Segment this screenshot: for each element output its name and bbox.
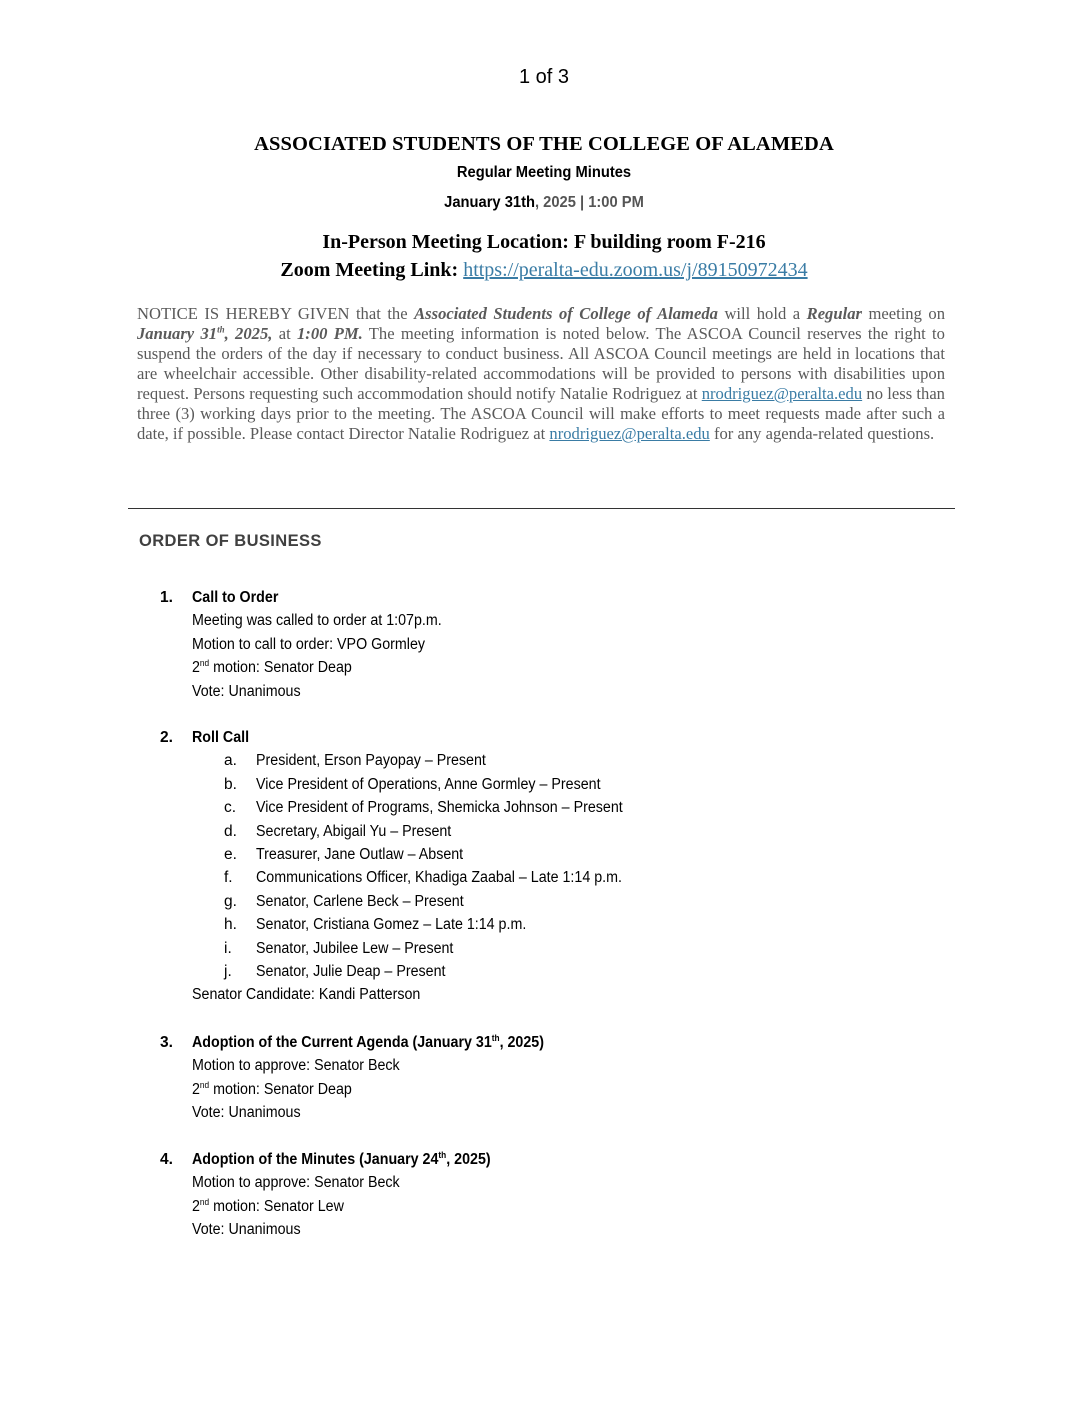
notice-date-year: , 2025, xyxy=(224,324,273,343)
zoom-link[interactable]: https://peralta-edu.zoom.us/j/89150972434 xyxy=(463,259,808,281)
ordinal-suffix: th xyxy=(438,1149,447,1160)
notice-regular: Regular xyxy=(806,304,862,323)
roll-call-item xyxy=(0,960,1088,983)
vote-line: Vote: Unanimous xyxy=(192,1221,301,1239)
vote-line: Vote: Unanimous xyxy=(192,1104,301,1122)
item-text: Vice President of Operations, Anne Gormley – Present xyxy=(256,775,601,793)
vote-line: Vote: Unanimous xyxy=(192,682,301,700)
section-title: Roll Call xyxy=(192,729,250,746)
item-letter: a. xyxy=(224,752,237,770)
item-text: Treasurer, Jane Outlaw – Absent xyxy=(256,845,464,863)
section-title-year: , 2025) xyxy=(446,1151,491,1168)
meeting-year-time: , 2025 | 1:00 PM xyxy=(534,194,644,211)
item-text: Senator, Cristiana Gomez – Late 1:14 p.m. xyxy=(256,916,527,934)
section-number: 4. xyxy=(160,1151,173,1168)
meeting-date-time xyxy=(44,194,1045,212)
second-motion-line: 2nd motion: Senator Deap xyxy=(192,1079,352,1098)
item-letter: h. xyxy=(224,916,237,934)
section-title-text: Adoption of the Minutes (January 24 xyxy=(192,1151,439,1168)
ordinal-suffix: nd xyxy=(199,658,210,669)
meeting-location: In-Person Meeting Location: F building room F-216 xyxy=(322,231,766,253)
item-letter: c. xyxy=(224,799,237,817)
notice-text: will hold a xyxy=(724,304,801,323)
item-text: Senator, Carlene Beck – Present xyxy=(256,892,464,910)
roll-call-item xyxy=(0,843,1088,866)
roll-call-item xyxy=(0,913,1088,936)
organization-title: ASSOCIATED STUDENTS OF THE COLLEGE OF ALAMEDA xyxy=(254,133,834,155)
section-number: 2. xyxy=(160,729,173,746)
roll-call-item xyxy=(0,796,1088,819)
section-adoption-minutes xyxy=(0,1148,1088,1242)
item-text: President, Erson Payopay – Present xyxy=(256,752,486,770)
notice-date-suffix: th xyxy=(217,324,225,335)
notice-text: The meeting information is noted below. The ASCOA Council reserves the right to suspend the orders of the day if necessary to conduct business. All ASCOA Council meetings are held in locations that are wheelchair accessible. Other disability-related accommodations will be provided to persons with disabilities upon request. Persons requesting such accommodation should notify Natalie Rodriguez at xyxy=(137,324,945,403)
item-letter: g. xyxy=(224,892,237,910)
second-motion-line: 2nd motion: Senator Lew xyxy=(192,1196,344,1215)
contact-email-link[interactable]: nrodriguez@peralta.edu xyxy=(701,384,863,403)
section-number: 1. xyxy=(160,589,173,606)
item-letter: f. xyxy=(224,869,233,887)
motion-line: Motion to approve: Senator Beck xyxy=(192,1174,400,1192)
section-title-year: , 2025) xyxy=(499,1034,544,1051)
item-text: Secretary, Abigail Yu – Present xyxy=(256,822,452,840)
item-letter: b. xyxy=(224,775,237,793)
ordinal-suffix: nd xyxy=(199,1196,210,1207)
zoom-label: Zoom Meeting Link: xyxy=(280,259,459,281)
item-letter: d. xyxy=(224,822,237,840)
notice-time: 1:00 PM. xyxy=(297,324,363,343)
notice-paragraph xyxy=(137,304,945,444)
notice-text: at xyxy=(278,324,291,343)
roll-call-item xyxy=(0,890,1088,913)
notice-date: January 31 xyxy=(137,324,218,343)
section-title: Call to Order xyxy=(192,589,279,606)
ordinal-suffix: th xyxy=(491,1032,500,1043)
order-of-business-heading: ORDER OF BUSINESS xyxy=(139,532,322,550)
item-text: Communications Officer, Khadiga Zaabal – Late 1:14 p.m. xyxy=(256,869,622,887)
section-call-to-order xyxy=(0,586,1088,703)
item-letter: e. xyxy=(224,845,237,863)
document-subtitle: Regular Meeting Minutes xyxy=(456,164,632,181)
notice-text: for any agenda-related questions. xyxy=(713,424,935,443)
zoom-line xyxy=(0,259,1088,282)
divider xyxy=(128,508,955,509)
senator-candidate: Senator Candidate: Kandi Patterson xyxy=(192,986,421,1004)
ordinal-suffix: nd xyxy=(199,1079,210,1090)
section-number: 3. xyxy=(160,1034,173,1051)
section-adoption-agenda xyxy=(0,1031,1088,1125)
notice-text: meeting on xyxy=(868,304,945,323)
roll-call-item xyxy=(0,820,1088,843)
second-motion-line: 2nd motion: Senator Deap xyxy=(192,658,352,677)
section-title-text: Adoption of the Current Agenda (January 31 xyxy=(192,1034,492,1051)
section-roll-call xyxy=(0,726,1088,1007)
second-motion-text: motion: Senator Deap xyxy=(209,1080,352,1098)
motion-line: Motion to approve: Senator Beck xyxy=(192,1057,400,1075)
item-letter: i. xyxy=(224,939,232,957)
item-text: Senator, Julie Deap – Present xyxy=(256,962,446,980)
roll-call-item xyxy=(0,866,1088,889)
roll-call-item xyxy=(0,749,1088,772)
roll-call-item xyxy=(0,773,1088,796)
item-letter: j. xyxy=(224,962,232,980)
notice-org-name: Associated Students of College of Alameda xyxy=(414,304,718,323)
item-text: Vice President of Programs, Shemicka Johnson – Present xyxy=(256,799,623,817)
second-motion-text: motion: Senator Deap xyxy=(209,659,352,677)
minutes-line: Meeting was called to order at 1:07p.m. xyxy=(192,612,442,630)
item-text: Senator, Jubilee Lew – Present xyxy=(256,939,454,957)
meeting-date: January 31th xyxy=(444,194,535,211)
section-title xyxy=(192,1148,491,1171)
second-motion-text: motion: Senator Lew xyxy=(209,1197,344,1215)
notice-text: NOTICE IS HEREBY GIVEN that the xyxy=(137,304,408,323)
page-number: 1 of 3 xyxy=(518,66,570,88)
minutes-line: Motion to call to order: VPO Gormley xyxy=(192,635,426,653)
roll-call-item xyxy=(0,937,1088,960)
notice-text: no less than three (3) working days prior to the meeting. The ASCOA Council will make efforts to meet requests made after such a date, if possible. Please contact Director Natalie Rodriguez at xyxy=(137,384,945,443)
contact-email-link[interactable]: nrodriguez@peralta.edu xyxy=(549,424,710,443)
section-title xyxy=(192,1031,544,1054)
